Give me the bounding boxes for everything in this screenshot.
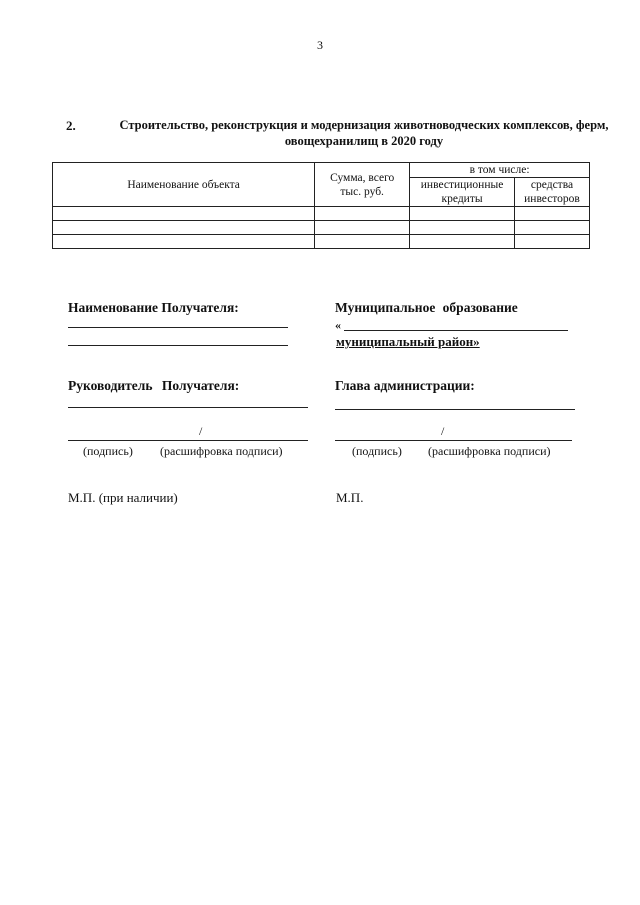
table-cell xyxy=(515,207,590,221)
table-cell xyxy=(515,221,590,235)
recipient-name-label: Наименование Получателя: xyxy=(68,300,239,315)
table-row xyxy=(53,207,590,221)
right-decoding-caption: (расшифровка подписи) xyxy=(428,444,551,458)
right-signature-slash: / xyxy=(441,424,445,438)
table-cell xyxy=(410,235,515,249)
admin-head-line xyxy=(335,409,575,410)
section-number: 2. xyxy=(66,118,76,133)
table-cell xyxy=(53,221,315,235)
table-row xyxy=(53,221,590,235)
header-including: в том числе: xyxy=(410,163,590,178)
right-stamp-label: М.П. xyxy=(336,490,364,505)
table-row xyxy=(53,235,590,249)
right-signature-caption: (подпись) xyxy=(352,444,402,458)
left-signature-caption: (подпись) xyxy=(83,444,133,458)
table-cell xyxy=(315,235,410,249)
header-sum: Сумма, всего тыс. руб. xyxy=(315,163,410,207)
table-cell xyxy=(410,207,515,221)
table-cell xyxy=(515,235,590,249)
recipient-name-line-1 xyxy=(68,327,288,328)
left-stamp-label: М.П. (при наличии) xyxy=(68,490,178,505)
municipality-label: Муниципальное образование xyxy=(335,300,518,315)
district-text: муниципальный район» xyxy=(336,334,480,349)
table-cell xyxy=(315,207,410,221)
table-cell xyxy=(53,207,315,221)
municipality-line xyxy=(344,330,568,331)
table-cell xyxy=(53,235,315,249)
page-number: 3 xyxy=(317,38,323,52)
table-cell xyxy=(315,221,410,235)
admin-head-label: Глава администрации: xyxy=(335,378,475,393)
table-cell xyxy=(410,221,515,235)
section-title: Строительство, реконструкция и модернизация животноводческих комплексов, ферм, овощехранилищ в 2020 году xyxy=(119,118,609,148)
left-decoding-caption: (расшифровка подписи) xyxy=(160,444,283,458)
municipality-quote-open: « xyxy=(335,318,341,332)
header-object-name: Наименование объекта xyxy=(53,163,315,207)
recipient-name-line-2 xyxy=(68,345,288,346)
header-investment-credits: инвестиционные кредиты xyxy=(410,178,515,207)
left-signature-line xyxy=(68,440,308,441)
recipient-head-label: Руководитель Получателя: xyxy=(68,378,240,393)
recipient-head-line xyxy=(68,407,308,408)
left-signature-slash: / xyxy=(199,424,203,438)
objects-table xyxy=(52,162,590,249)
header-investor-funds: средства инвесторов xyxy=(515,178,590,207)
right-signature-line xyxy=(335,440,572,441)
